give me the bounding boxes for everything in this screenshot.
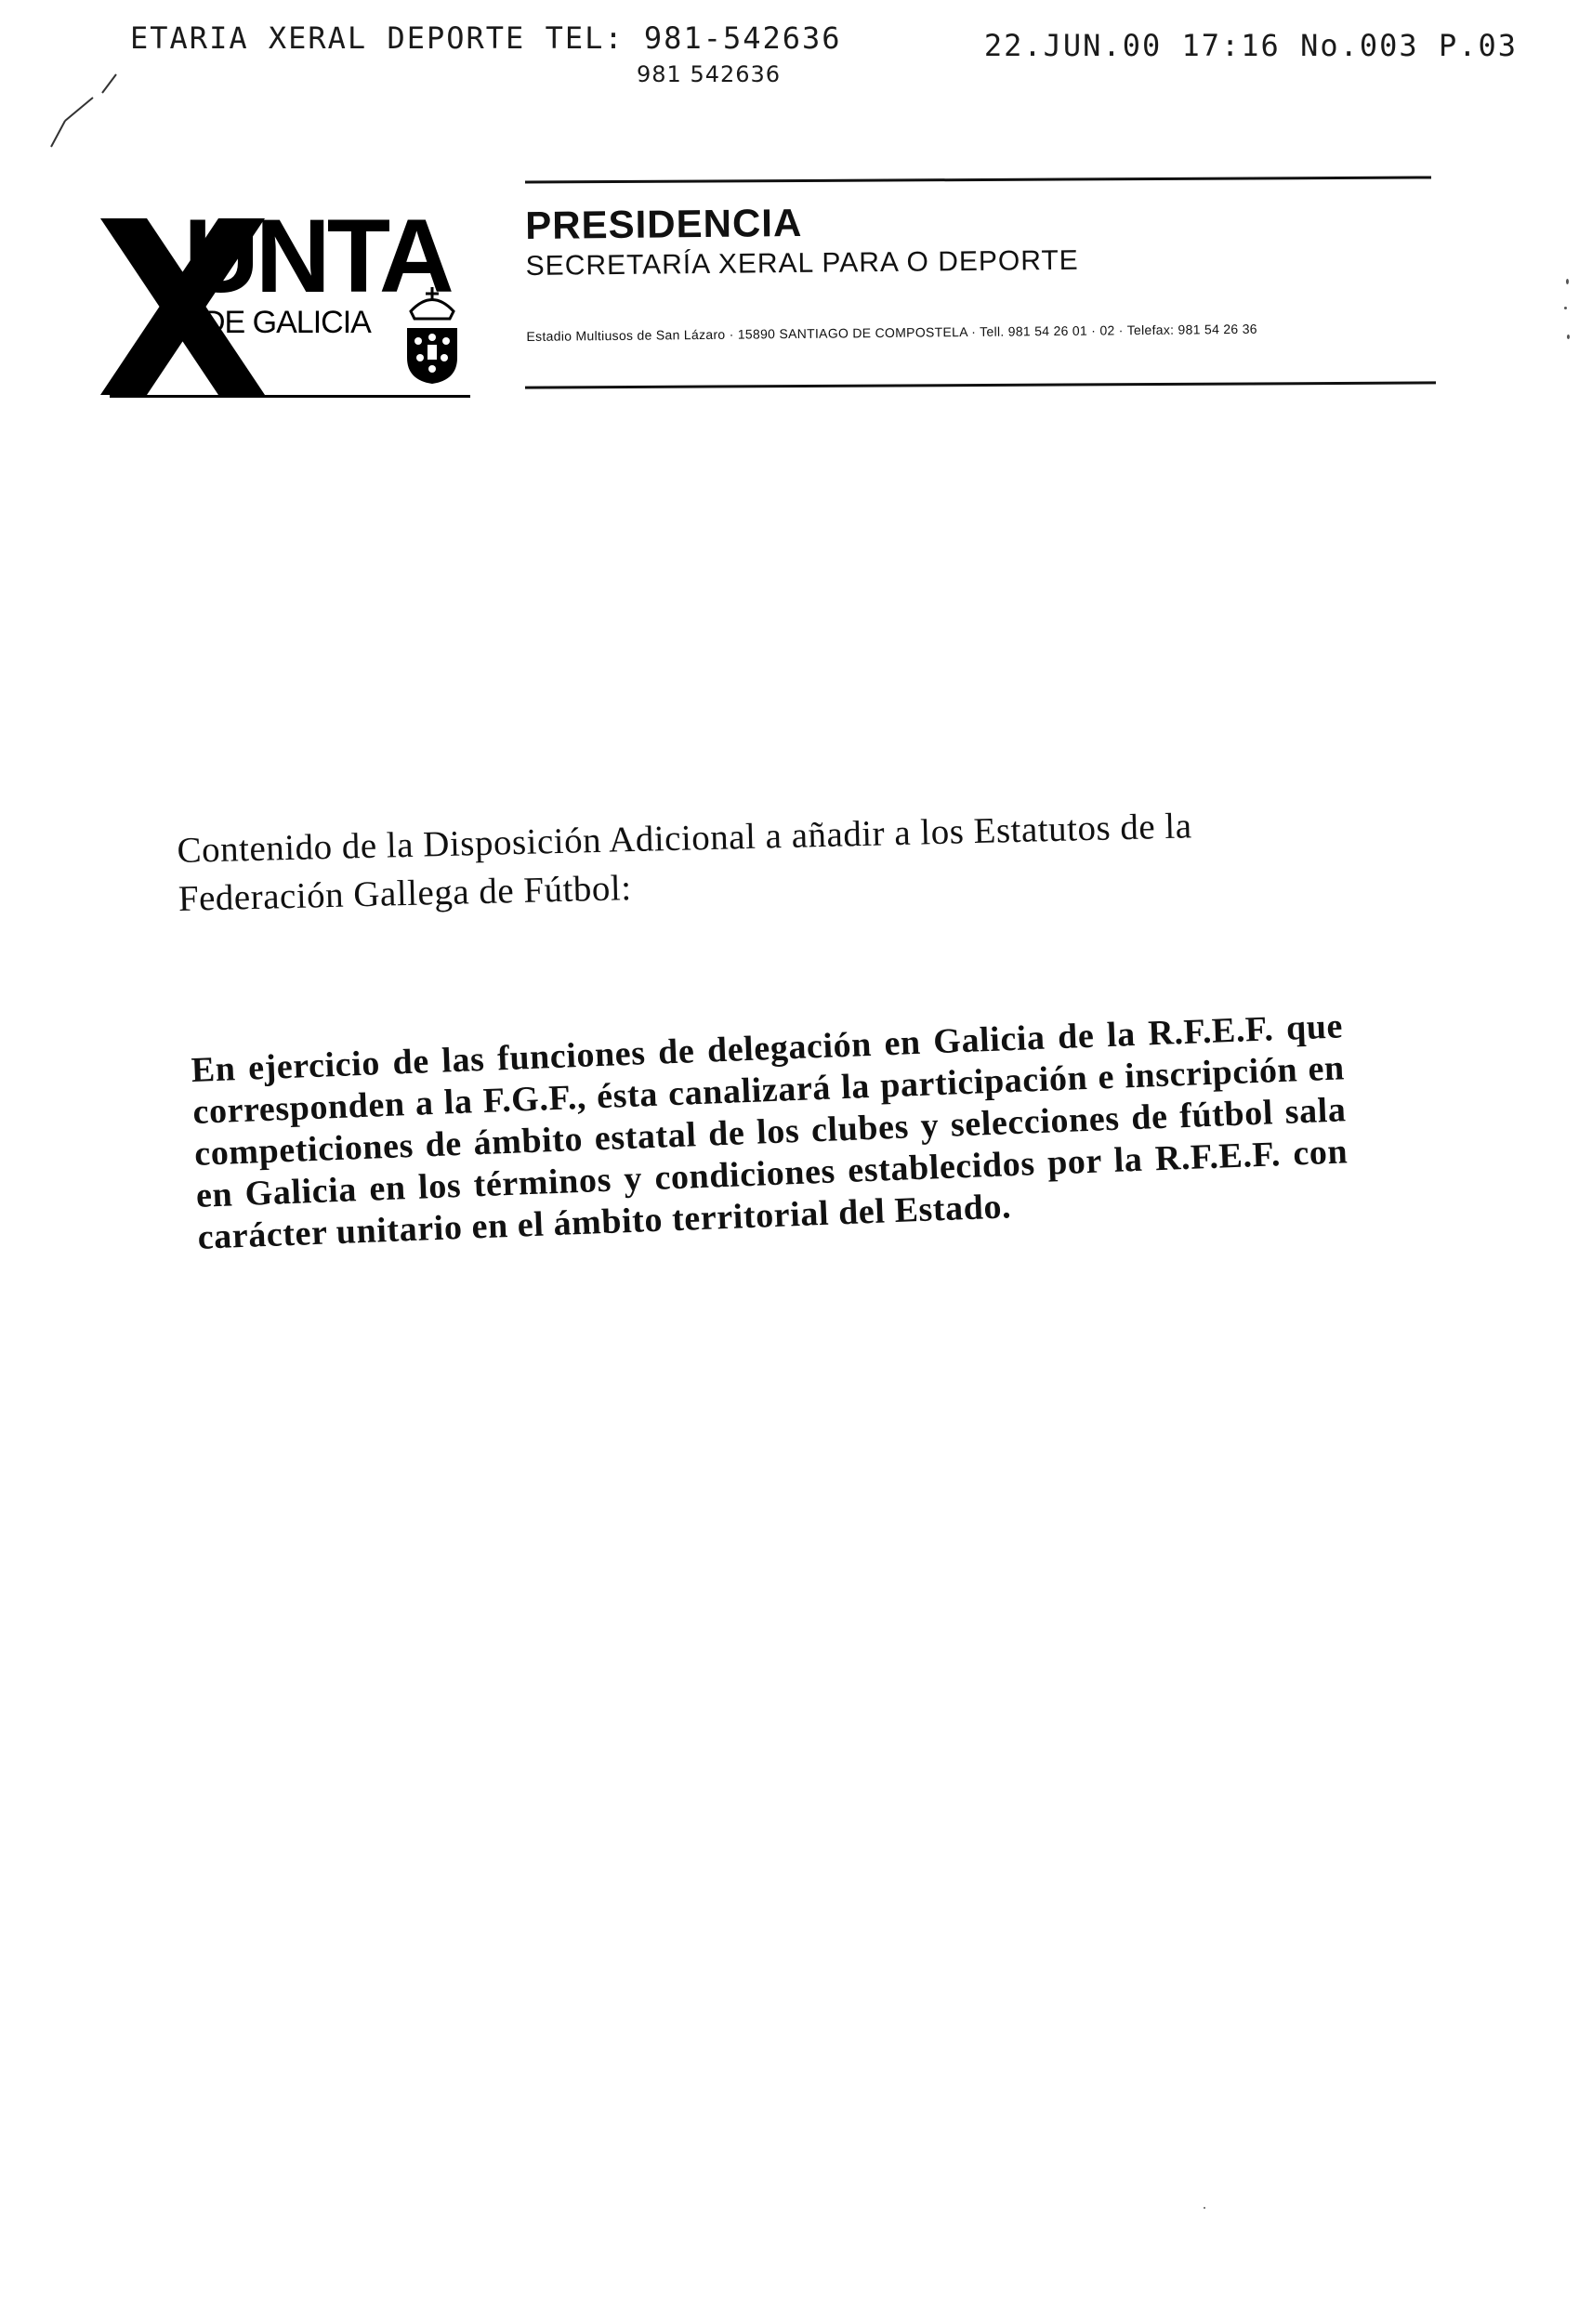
header-rule-bottom: [525, 381, 1436, 388]
pen-mark: [37, 65, 130, 149]
fax-page: P.03: [1438, 28, 1518, 63]
letterhead-subtitle: SECRETARÍA XERAL PARA O DEPORTE: [525, 244, 1079, 282]
xunta-logo: [93, 167, 502, 400]
header-rule-top: [525, 176, 1431, 183]
logo-wordmark: UNTA: [184, 198, 451, 314]
fax-date-time: 22.JUN.00 17:16: [983, 28, 1281, 63]
scan-speck: [1566, 279, 1569, 284]
logo-underline: [110, 395, 470, 398]
fax-sender-line: ETARIA XERAL DEPORTE TEL: 981-542636: [130, 20, 842, 56]
scan-speck: [1564, 307, 1567, 309]
fax-meta: [984, 28, 1518, 63]
handwritten-phone-number: 981 542636: [637, 61, 782, 87]
fax-number: No.003: [1300, 28, 1419, 63]
scan-speck: [1567, 335, 1570, 339]
letterhead-text: [525, 195, 1438, 344]
scan-speck: [1204, 2207, 1205, 2209]
fax-header: [0, 0, 1592, 102]
letterhead-address: Estadio Multiusos de San Lázaro · 15890 SANTIAGO DE COMPOSTELA · Tell. 981 54 26 01 · 02 · Telefax: 981 54 26 36: [526, 321, 1257, 345]
intro-paragraph: Contenido de la Disposición Adicional a añadir a los Estatutos de la Federación Gallega de Fútbol:: [177, 806, 1193, 919]
letterhead: [93, 167, 1431, 409]
galicia-crest-icon: [400, 283, 465, 386]
body-paragraph: En ejercicio de las funciones de delegación en Galicia de la R.F.E.F. que corresponden a la F.G.F., ésta canalizará la participación e inscripción en competiciones de ámbito estatal de los clubes y selecciones de fútbol sala en Galicia en los términos y condiciones establecidos por la R.F.E.F. con carácter unitario en el ámbito territorial del Estado.: [191, 1006, 1349, 1257]
letterhead-title: PRESIDENCIA: [524, 200, 803, 247]
logo-subtitle: DE GALICIA: [203, 305, 371, 340]
